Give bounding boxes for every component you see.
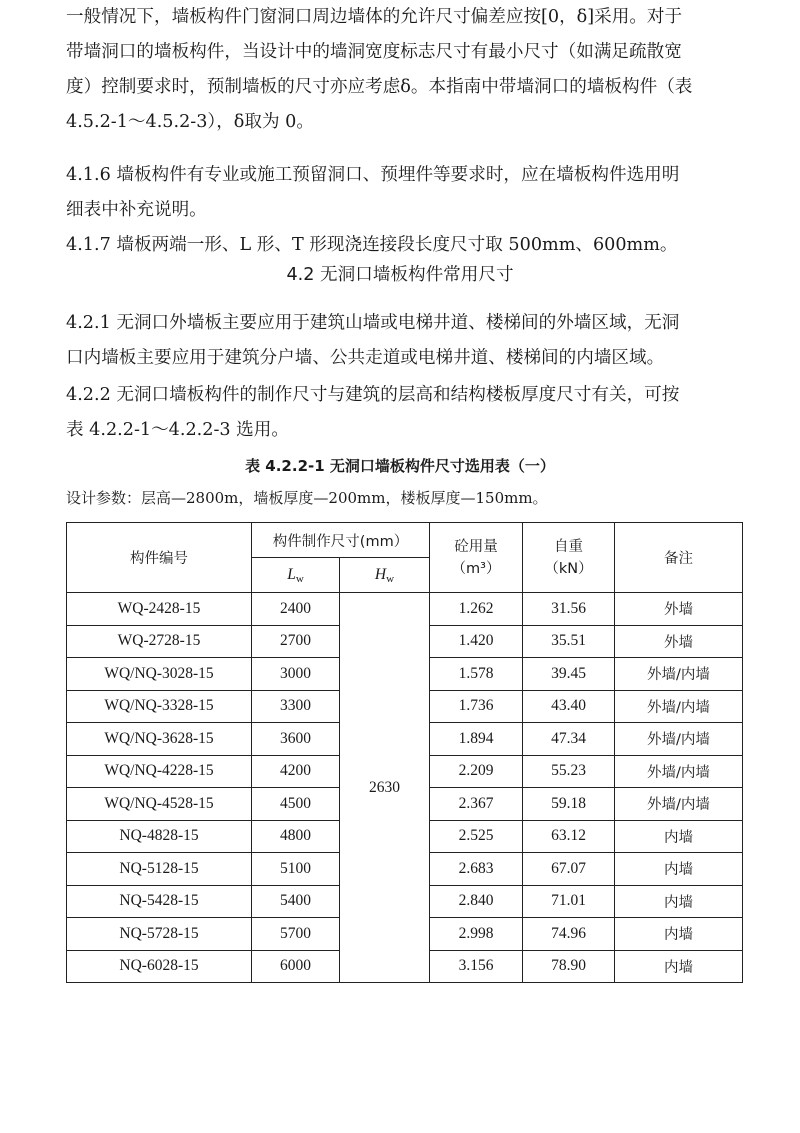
cell-remarks: 外墙 <box>615 625 743 658</box>
text-line: 一般情况下，墙板构件门窗洞口周边墙体的允许尺寸偏差应按[0，δ]采用。对于 <box>66 7 683 27</box>
header-fabrication-size: 构件制作尺寸(mm） <box>252 523 430 558</box>
hw-subscript: w <box>386 572 395 585</box>
cell-self-weight: 55.23 <box>523 755 615 788</box>
header-hw <box>340 558 430 593</box>
text-line: 带墙洞口的墙板构件，当设计中的墙洞宽度标志尺寸有最小尺寸（如满足疏散宽 <box>66 42 682 62</box>
cell-concrete-volume: 3.156 <box>430 950 523 983</box>
header-lw <box>252 558 340 593</box>
header-concrete-unit: （m³） <box>451 560 501 577</box>
cell-component-id: WQ/NQ-4528-15 <box>67 788 252 821</box>
cell-remarks: 内墙 <box>615 918 743 951</box>
cell-lw: 3000 <box>252 658 340 691</box>
table-caption: 表 4.2.2-1 无洞口墙板构件尺寸选用表（一） <box>245 457 555 475</box>
header-weight-unit: （kN） <box>544 560 593 577</box>
cell-concrete-volume: 1.262 <box>430 593 523 626</box>
cell-self-weight: 39.45 <box>523 658 615 691</box>
cell-self-weight: 43.40 <box>523 690 615 723</box>
text-line: 4.2.1 无洞口外墙板主要应用于建筑山墙或电梯井道、楼梯间的外墙区域，无洞 <box>66 313 680 333</box>
table-row <box>67 593 743 626</box>
paragraph-4-1-6 <box>66 158 742 228</box>
cell-component-id: WQ/NQ-3028-15 <box>67 658 252 691</box>
cell-self-weight: 31.56 <box>523 593 615 626</box>
cell-remarks: 外墙/内墙 <box>615 658 743 691</box>
table-body <box>67 593 743 983</box>
cell-lw: 2700 <box>252 625 340 658</box>
cell-remarks: 内墙 <box>615 950 743 983</box>
cell-remarks: 内墙 <box>615 820 743 853</box>
cell-concrete-volume: 1.420 <box>430 625 523 658</box>
cell-concrete-volume: 2.840 <box>430 885 523 918</box>
cell-lw: 5400 <box>252 885 340 918</box>
section-heading: 4.2 无洞口墙板构件常用尺寸 <box>286 265 514 285</box>
cell-concrete-volume: 1.578 <box>430 658 523 691</box>
cell-remarks: 外墙 <box>615 593 743 626</box>
cell-component-id: WQ-2728-15 <box>67 625 252 658</box>
cell-component-id: WQ/NQ-3628-15 <box>67 723 252 756</box>
lw-subscript: w <box>295 572 304 585</box>
cell-remarks: 外墙/内墙 <box>615 755 743 788</box>
text-line: 细表中补充说明。 <box>66 200 207 220</box>
cell-remarks: 外墙/内墙 <box>615 723 743 756</box>
cell-remarks: 内墙 <box>615 885 743 918</box>
cell-concrete-volume: 2.209 <box>430 755 523 788</box>
cell-concrete-volume: 2.525 <box>430 820 523 853</box>
header-self-weight <box>523 523 615 593</box>
text-line: 4.1.7 墙板两端一形、L 形、T 形现浇连接段长度尺寸取 500mm、600mm。 <box>66 235 678 255</box>
lw-symbol: L <box>287 565 296 583</box>
paragraph-4-2-1 <box>66 306 742 376</box>
cell-component-id: NQ-5728-15 <box>67 918 252 951</box>
cell-remarks: 内墙 <box>615 853 743 886</box>
cell-component-id: NQ-4828-15 <box>67 820 252 853</box>
cell-component-id: WQ/NQ-3328-15 <box>67 690 252 723</box>
hw-symbol: H <box>374 565 387 583</box>
paragraph-tolerance <box>66 0 742 140</box>
text-line: 4.5.2-1～4.5.2-3），δ取为 0。 <box>66 112 314 132</box>
cell-lw: 4200 <box>252 755 340 788</box>
header-concrete-volume <box>430 523 523 593</box>
cell-lw: 3300 <box>252 690 340 723</box>
cell-component-id: NQ-5428-15 <box>67 885 252 918</box>
cell-concrete-volume: 1.894 <box>430 723 523 756</box>
header-component-id: 构件编号 <box>67 523 252 593</box>
cell-concrete-volume: 2.683 <box>430 853 523 886</box>
cell-remarks: 外墙/内墙 <box>615 788 743 821</box>
wall-panel-size-table <box>66 522 743 983</box>
cell-component-id: WQ-2428-15 <box>67 593 252 626</box>
text-line: 4.2.2 无洞口墙板构件的制作尺寸与建筑的层高和结构楼板厚度尺寸有关，可按 <box>66 385 680 405</box>
cell-lw: 5100 <box>252 853 340 886</box>
paragraph-4-2-2 <box>66 378 742 448</box>
cell-self-weight: 47.34 <box>523 723 615 756</box>
text-line: 口内墙板主要应用于建筑分户墙、公共走道或电梯井道、楼梯间的内墙区域。 <box>66 348 665 368</box>
cell-component-id: NQ-5128-15 <box>67 853 252 886</box>
cell-self-weight: 71.01 <box>523 885 615 918</box>
cell-self-weight: 74.96 <box>523 918 615 951</box>
design-parameters: 设计参数：层高—2800m，墙板厚度—200mm，楼板厚度—150mm。 <box>66 489 548 507</box>
cell-lw: 3600 <box>252 723 340 756</box>
cell-lw: 2400 <box>252 593 340 626</box>
header-concrete-label: 砼用量 <box>454 538 498 555</box>
cell-lw: 6000 <box>252 950 340 983</box>
header-remarks: 备注 <box>615 523 743 593</box>
cell-lw: 4500 <box>252 788 340 821</box>
cell-self-weight: 59.18 <box>523 788 615 821</box>
cell-component-id: NQ-6028-15 <box>67 950 252 983</box>
cell-concrete-volume: 1.736 <box>430 690 523 723</box>
cell-self-weight: 67.07 <box>523 853 615 886</box>
cell-self-weight: 35.51 <box>523 625 615 658</box>
cell-self-weight: 78.90 <box>523 950 615 983</box>
cell-remarks: 外墙/内墙 <box>615 690 743 723</box>
text-line: 4.1.6 墙板构件有专业或施工预留洞口、预埋件等要求时，应在墙板构件选用明 <box>66 165 680 185</box>
cell-concrete-volume: 2.367 <box>430 788 523 821</box>
cell-lw: 4800 <box>252 820 340 853</box>
cell-concrete-volume: 2.998 <box>430 918 523 951</box>
cell-lw: 5700 <box>252 918 340 951</box>
cell-self-weight: 63.12 <box>523 820 615 853</box>
text-line: 表 4.2.2-1～4.2.2-3 选用。 <box>66 420 289 440</box>
cell-component-id: WQ/NQ-4228-15 <box>67 755 252 788</box>
header-weight-label: 自重 <box>554 538 583 555</box>
text-line: 度）控制要求时，预制墙板的尺寸亦应考虑δ。本指南中带墙洞口的墙板构件（表 <box>66 77 693 97</box>
cell-hw-merged: 2630 <box>340 593 430 983</box>
